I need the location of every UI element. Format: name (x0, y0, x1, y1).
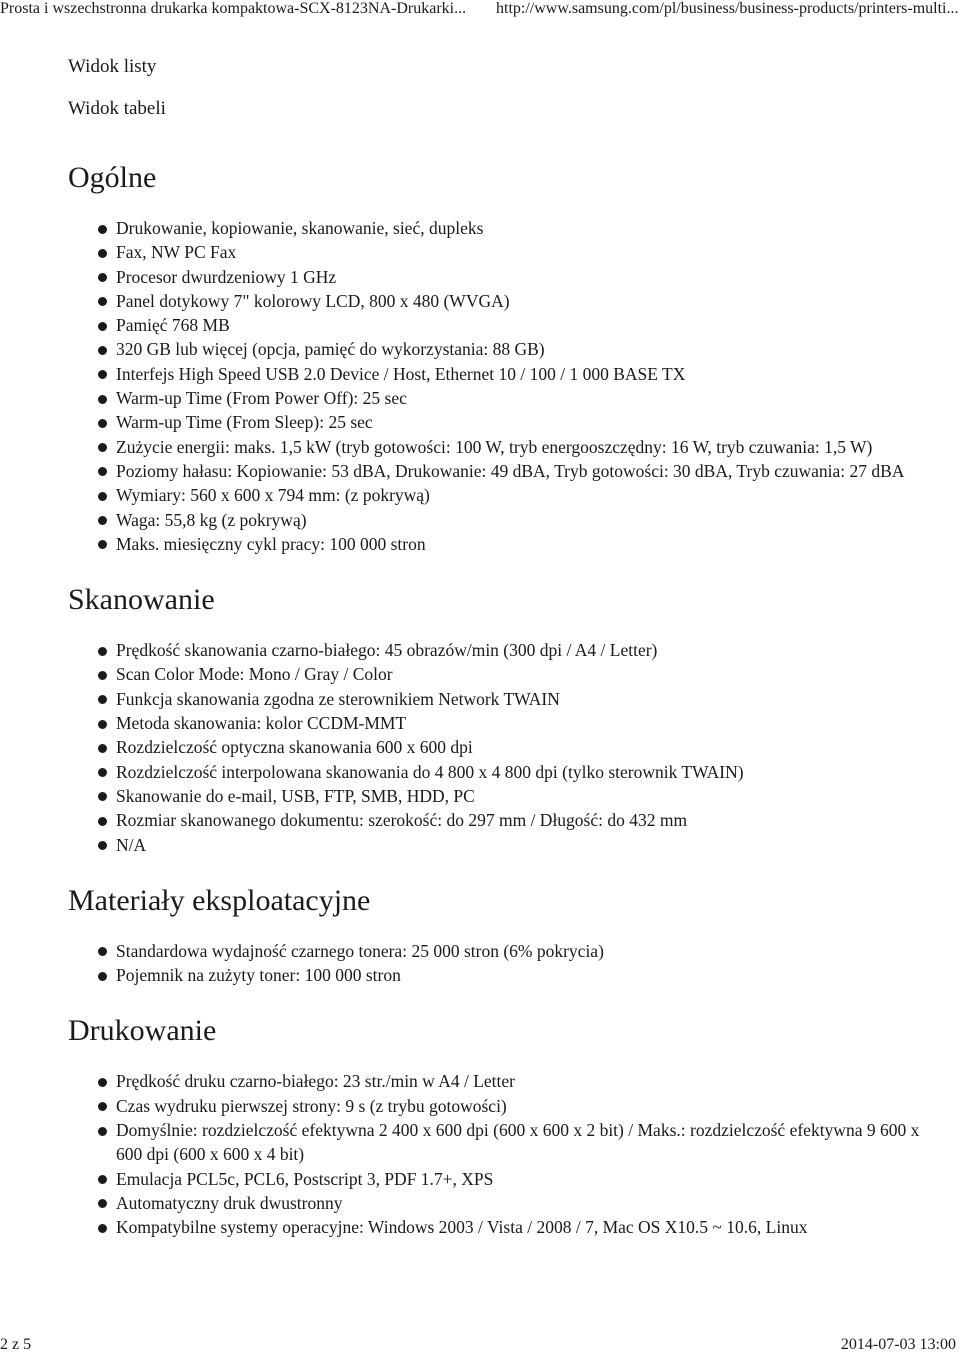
list-item: Metoda skanowania: kolor CCDM-MMT (68, 711, 948, 735)
page-title: Prosta i wszechstronna drukarka kompaktowa-SCX-8123NA-Drukarki... (0, 0, 467, 17)
list-item: Pamięć 768 MB (68, 313, 948, 337)
list-item: Emulacja PCL5c, PCL6, Postscript 3, PDF 1.7+, XPS (68, 1167, 948, 1191)
list-item: Wymiary: 560 x 600 x 794 mm: (z pokrywą) (68, 483, 948, 507)
list-item: Warm-up Time (From Power Off): 25 sec (68, 386, 948, 410)
list-item: Rozdzielczość optyczna skanowania 600 x 600 dpi (68, 735, 948, 759)
list-item: Automatyczny druk dwustronny (68, 1191, 948, 1215)
list-item: Pojemnik na zużyty toner: 100 000 stron (68, 963, 948, 987)
list-item: Prędkość druku czarno-białego: 23 str./min w A4 / Letter (68, 1069, 948, 1093)
list-item: Scan Color Mode: Mono / Gray / Color (68, 662, 948, 686)
list-item: Skanowanie do e-mail, USB, FTP, SMB, HDD, PC (68, 784, 948, 808)
print-timestamp: 2014-07-03 13:00 (840, 1336, 956, 1353)
section-title-scanning: Skanowanie (68, 583, 215, 617)
list-item: Czas wydruku pierwszej strony: 9 s (z trybu gotowości) (68, 1094, 948, 1118)
list-item: Zużycie energii: maks. 1,5 kW (tryb gotowości: 100 W, tryb energooszczędny: 16 W, tryb czuwania: 1,5 W) (68, 435, 948, 459)
list-item: N/A (68, 833, 948, 857)
scanning-spec-list (68, 638, 948, 857)
list-item: 320 GB lub więcej (opcja, pamięć do wykorzystania: 88 GB) (68, 337, 948, 361)
list-item: Procesor dwurdzeniowy 1 GHz (68, 265, 948, 289)
list-item: Standardowa wydajność czarnego tonera: 25 000 stron (6% pokrycia) (68, 939, 948, 963)
list-item: Maks. miesięczny cykl pracy: 100 000 stron (68, 532, 948, 556)
list-item: Drukowanie, kopiowanie, skanowanie, sieć, dupleks (68, 216, 948, 240)
supplies-spec-list (68, 939, 948, 988)
list-view-link[interactable]: Widok listy (68, 56, 157, 77)
table-view-link[interactable]: Widok tabeli (68, 98, 166, 119)
list-item: Fax, NW PC Fax (68, 240, 948, 264)
list-item: Poziomy hałasu: Kopiowanie: 53 dBA, Drukowanie: 49 dBA, Tryb gotowości: 30 dBA, Tryb czuwania: 27 dBA (68, 459, 948, 483)
section-title-supplies: Materiały eksploatacyjne (68, 883, 371, 917)
list-item: Rozmiar skanowanego dokumentu: szerokość: do 297 mm / Długość: do 432 mm (68, 808, 948, 832)
list-item: Prędkość skanowania czarno-białego: 45 obrazów/min (300 dpi / A4 / Letter) (68, 638, 948, 662)
general-spec-list (68, 216, 948, 556)
list-item: Kompatybilne systemy operacyjne: Windows 2003 / Vista / 2008 / 7, Mac OS X10.5 ~ 10.6, Linux (68, 1215, 948, 1239)
printing-spec-list (68, 1069, 948, 1239)
list-item: Waga: 55,8 kg (z pokrywą) (68, 508, 948, 532)
section-title-printing: Drukowanie (68, 1014, 217, 1048)
list-item: Warm-up Time (From Sleep): 25 sec (68, 410, 948, 434)
page-url: http://www.samsung.com/pl/business/business-products/printers-multi... (496, 0, 959, 17)
list-item: Panel dotykowy 7" kolorowy LCD, 800 x 480 (WVGA) (68, 289, 948, 313)
section-title-general: Ogólne (68, 161, 157, 194)
list-item: Rozdzielczość interpolowana skanowania do 4 800 x 4 800 dpi (tylko sterownik TWAIN) (68, 760, 948, 784)
print-header (0, 0, 960, 20)
main-content (68, 54, 948, 1240)
list-item: Domyślnie: rozdzielczość efektywna 2 400 x 600 dpi (600 x 600 x 2 bit) / Maks.: rozdzielczość efektywna 9 600 x 600 dpi (600 x 600 x 4 bit) (68, 1118, 948, 1167)
list-item: Interfejs High Speed USB 2.0 Device / Host, Ethernet 10 / 100 / 1 000 BASE TX (68, 362, 948, 386)
page-number: 2 z 5 (0, 1336, 32, 1353)
list-item: Funkcja skanowania zgodna ze sterownikiem Network TWAIN (68, 687, 948, 711)
